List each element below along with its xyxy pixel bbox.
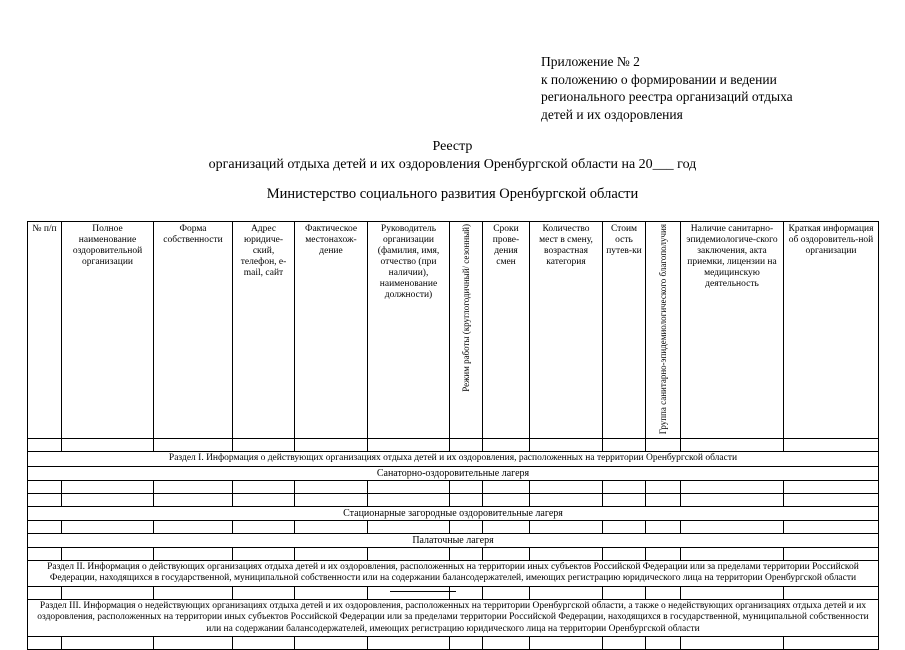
- col-header-org-name: Полное наименование оздоровительной организации: [62, 222, 154, 439]
- section-2-title: Раздел II. Информация о действующих организациях отдыха детей и их оздоровления, расположенных на территории иных субъектов Российской Федерации или за пределами территории Российской Федерации, находящихся в государственной, муниципальной собственности или на содержании балансодержателей, имеющих регистрацию юридического лица на территории Оренбургской области: [28, 560, 879, 586]
- col-header-work-mode-text: Режим работы (круглогодичный/ сезонный): [461, 224, 471, 392]
- header-row: [28, 222, 879, 439]
- subsection-row: [28, 533, 879, 547]
- empty-row: [28, 493, 879, 506]
- subsection-stationary-camps: Стационарные загородные оздоровительные лагеря: [28, 506, 879, 520]
- section-row-2: [28, 560, 879, 586]
- col-header-brief-info: Краткая информация об оздоровитель-ной организации: [784, 222, 879, 439]
- col-header-ownership: Форма собственности: [154, 222, 233, 439]
- registry-title: Реестр: [432, 139, 473, 154]
- registry-table: [27, 221, 879, 650]
- col-header-shift-dates: Сроки прове-дения смен: [483, 222, 530, 439]
- appendix-number: Приложение № 2: [541, 54, 640, 69]
- col-header-location: Фактическое местонахож-дение: [295, 222, 368, 439]
- col-header-number: № п/п: [28, 222, 62, 439]
- appendix-line: регионального реестра организаций отдыха: [541, 89, 793, 104]
- appendix-line: детей и их оздоровления: [541, 106, 683, 122]
- col-header-licenses: Наличие санитарно-эпидемиологиче-ского заключения, акта приемки, лицензии на медицинскую деятельность: [681, 222, 784, 439]
- subsection-row: [28, 506, 879, 520]
- empty-row: [28, 637, 879, 650]
- col-header-capacity: Количество мест в смену, возрастная категория: [530, 222, 603, 439]
- empty-row: [28, 439, 879, 452]
- subsection-tent-camps: Палаточные лагеря: [28, 533, 879, 547]
- col-header-director: Руководитель организации (фамилия, имя, отчество (при наличии), наименование должности): [368, 222, 450, 439]
- appendix-line: к положению о формировании и ведении: [541, 71, 777, 87]
- empty-row: [28, 480, 879, 493]
- appendix-note: [541, 53, 881, 123]
- section-row-3: [28, 599, 879, 637]
- ministry-name: Министерство социального развития Оренбургской области: [266, 186, 639, 202]
- col-header-address: Адрес юридиче-ский, телефон, e-mail, сайт: [233, 222, 295, 439]
- empty-row: [28, 586, 879, 599]
- col-header-voucher-cost: Стоим ость путев-ки: [603, 222, 646, 439]
- footer-divider: [390, 591, 456, 592]
- registry-subtitle: организаций отдыха детей и их оздоровления Оренбургской области на 20___ год: [208, 157, 697, 172]
- subsection-sanatorium-camps: Санаторно-оздоровительные лагеря: [28, 466, 879, 480]
- section-1-title: Раздел I. Информация о действующих организациях отдыха детей и их оздоровления, расположенных на территории Оренбургской области: [28, 452, 879, 467]
- col-header-sanitary-group: [646, 222, 681, 439]
- section-3-title: Раздел III. Информация о недействующих организациях отдыха детей и их оздоровления, расположенных на территории Оренбургской области, а также о недействующих организациях отдыха детей и их оздоровления, расположенных на территории иных субъектов Российской Федерации или за пределами территории Российской Федерации, находящихся в государственной, муниципальной собственности или на содержании балансодержателей, имеющих регистрацию юридического лица на территории Оренбургской области: [28, 599, 879, 637]
- subsection-row: [28, 466, 879, 480]
- col-header-sanitary-group-text: Группа санитарно-эпидемиологического благополучия: [658, 224, 668, 435]
- empty-row: [28, 547, 879, 560]
- col-header-work-mode: [450, 222, 483, 439]
- empty-row: [28, 520, 879, 533]
- section-row-1: [28, 452, 879, 467]
